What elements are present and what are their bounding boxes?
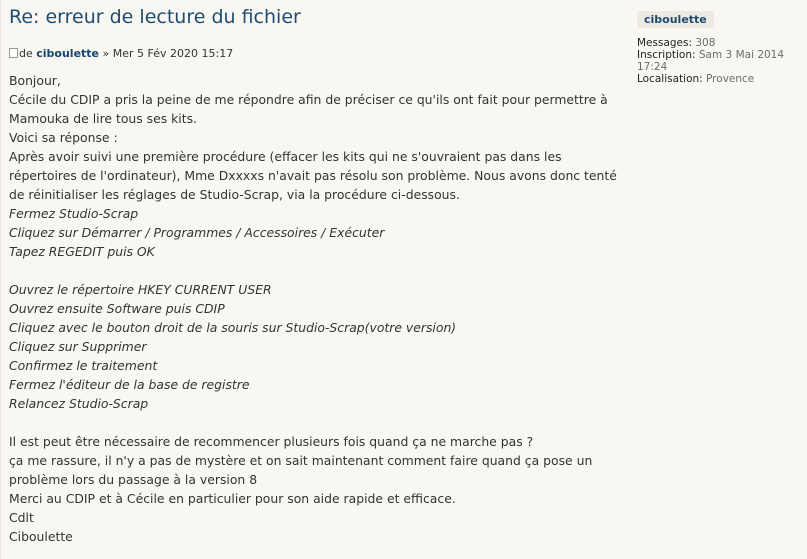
content-line: Cliquez sur Supprimer	[9, 339, 147, 354]
content-line: Mamouka de lire tous ses kits.	[9, 111, 198, 126]
post-content	[9, 71, 624, 546]
localisation-value: Provence	[706, 73, 755, 85]
post-author-line	[9, 47, 233, 60]
author-prefix: de	[19, 47, 33, 60]
content-line: Cdlt	[9, 510, 34, 525]
author-link[interactable]: ciboulette	[36, 47, 100, 60]
content-line: de réinitialiser les réglages de Studio-Scrap, via la procédure ci-dessous.	[9, 187, 460, 202]
content-line: Fermez l'éditeur de la base de registre	[9, 377, 250, 392]
profile-details	[637, 37, 802, 85]
content-line: ça me rassure, il n'y a pas de mystère et on sait maintenant comment faire quand ça pose un	[9, 453, 593, 468]
content-line: Voici sa réponse :	[9, 130, 118, 145]
messages-label: Messages:	[637, 37, 693, 49]
inscription-label: Inscription:	[637, 49, 696, 61]
date-separator: »	[102, 47, 110, 60]
post-icon[interactable]	[9, 48, 18, 58]
author-profile	[637, 8, 802, 85]
content-line: Ouvrez le répertoire HKEY CURRENT USER	[9, 282, 272, 297]
content-line: Cécile du CDIP a pris la peine de me répondre afin de préciser ce qu'ils ont fait pour permettre à	[9, 92, 608, 107]
profile-messages	[637, 37, 802, 49]
content-line: Relancez Studio-Scrap	[9, 396, 149, 411]
content-line: Cliquez avec le bouton droit de la souris sur Studio-Scrap(votre version)	[9, 320, 457, 335]
content-line: Bonjour,	[9, 73, 61, 88]
content-line: répertoires de l'ordinateur), Mme Dxxxxs n'avait pas résolu son problème. Nous avons donc tenté	[9, 168, 617, 183]
blank-line	[9, 261, 624, 280]
content-line: Ouvrez ensuite Software puis CDIP	[9, 301, 225, 316]
inscription-value: Sam 3 Mai 2014 17:24	[637, 49, 785, 73]
blank-line	[9, 413, 624, 432]
messages-value: 308	[695, 37, 716, 49]
content-line: Fermez Studio-Scrap	[9, 206, 139, 221]
profile-inscription	[637, 49, 802, 73]
profile-username-link[interactable]: ciboulette	[637, 11, 714, 28]
content-line: Cliquez sur Démarrer / Programmes / Accessoires / Exécuter	[9, 225, 385, 240]
post-date: Mer 5 Fév 2020 15:17	[112, 47, 234, 60]
content-line: Ciboulette	[9, 529, 73, 544]
content-line: problème lors du passage à la version 8	[9, 472, 258, 487]
post-title-link[interactable]: Re: erreur de lecture du fichier	[9, 6, 301, 28]
content-line: Merci au CDIP et à Cécile en particulier pour son aide rapide et efficace.	[9, 491, 456, 506]
content-line: Après avoir suivi une première procédure (effacer les kits qui ne s'ouvraient pas dans les	[9, 149, 562, 164]
content-line: Confirmez le traitement	[9, 358, 158, 373]
content-line: Il est peut être nécessaire de recommencer plusieurs fois quand ça ne marche pas ?	[9, 434, 534, 449]
profile-localisation	[637, 73, 802, 85]
localisation-label: Localisation:	[637, 73, 703, 85]
content-line: Tapez REGEDIT puis OK	[9, 244, 155, 259]
